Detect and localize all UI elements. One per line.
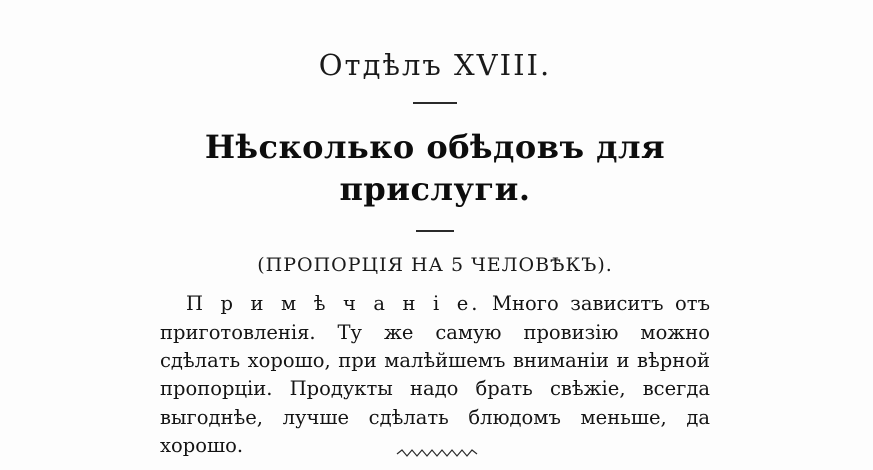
note-paragraph [160, 290, 710, 460]
page-title: Нѣсколько обѣдовъ для прислуги. [204, 128, 666, 209]
divider-rule-middle [416, 230, 454, 232]
squiggle-ornament-icon [396, 447, 478, 459]
page-content [155, 0, 715, 460]
note-body: Много зависитъ отъ приготовленія. Ту же самую провизію можно сдѣлать хорошо, при малѣйшемъ вниманіи и вѣрной пропорціи. Продукты надо брать свѣжіе, всегда выгоднѣе, лучше сдѣлать блюдомъ меньше, да хорошо. [160, 292, 710, 457]
divider-rule-top [413, 102, 457, 104]
page-subtitle: (ПРОПОРЦІЯ НА 5 ЧЕЛОВѢКЪ). [257, 254, 613, 277]
section-label: Отдѣлъ XVIII. [318, 48, 552, 82]
note-label: П р и м ѣ ч а н і е. [186, 292, 481, 316]
